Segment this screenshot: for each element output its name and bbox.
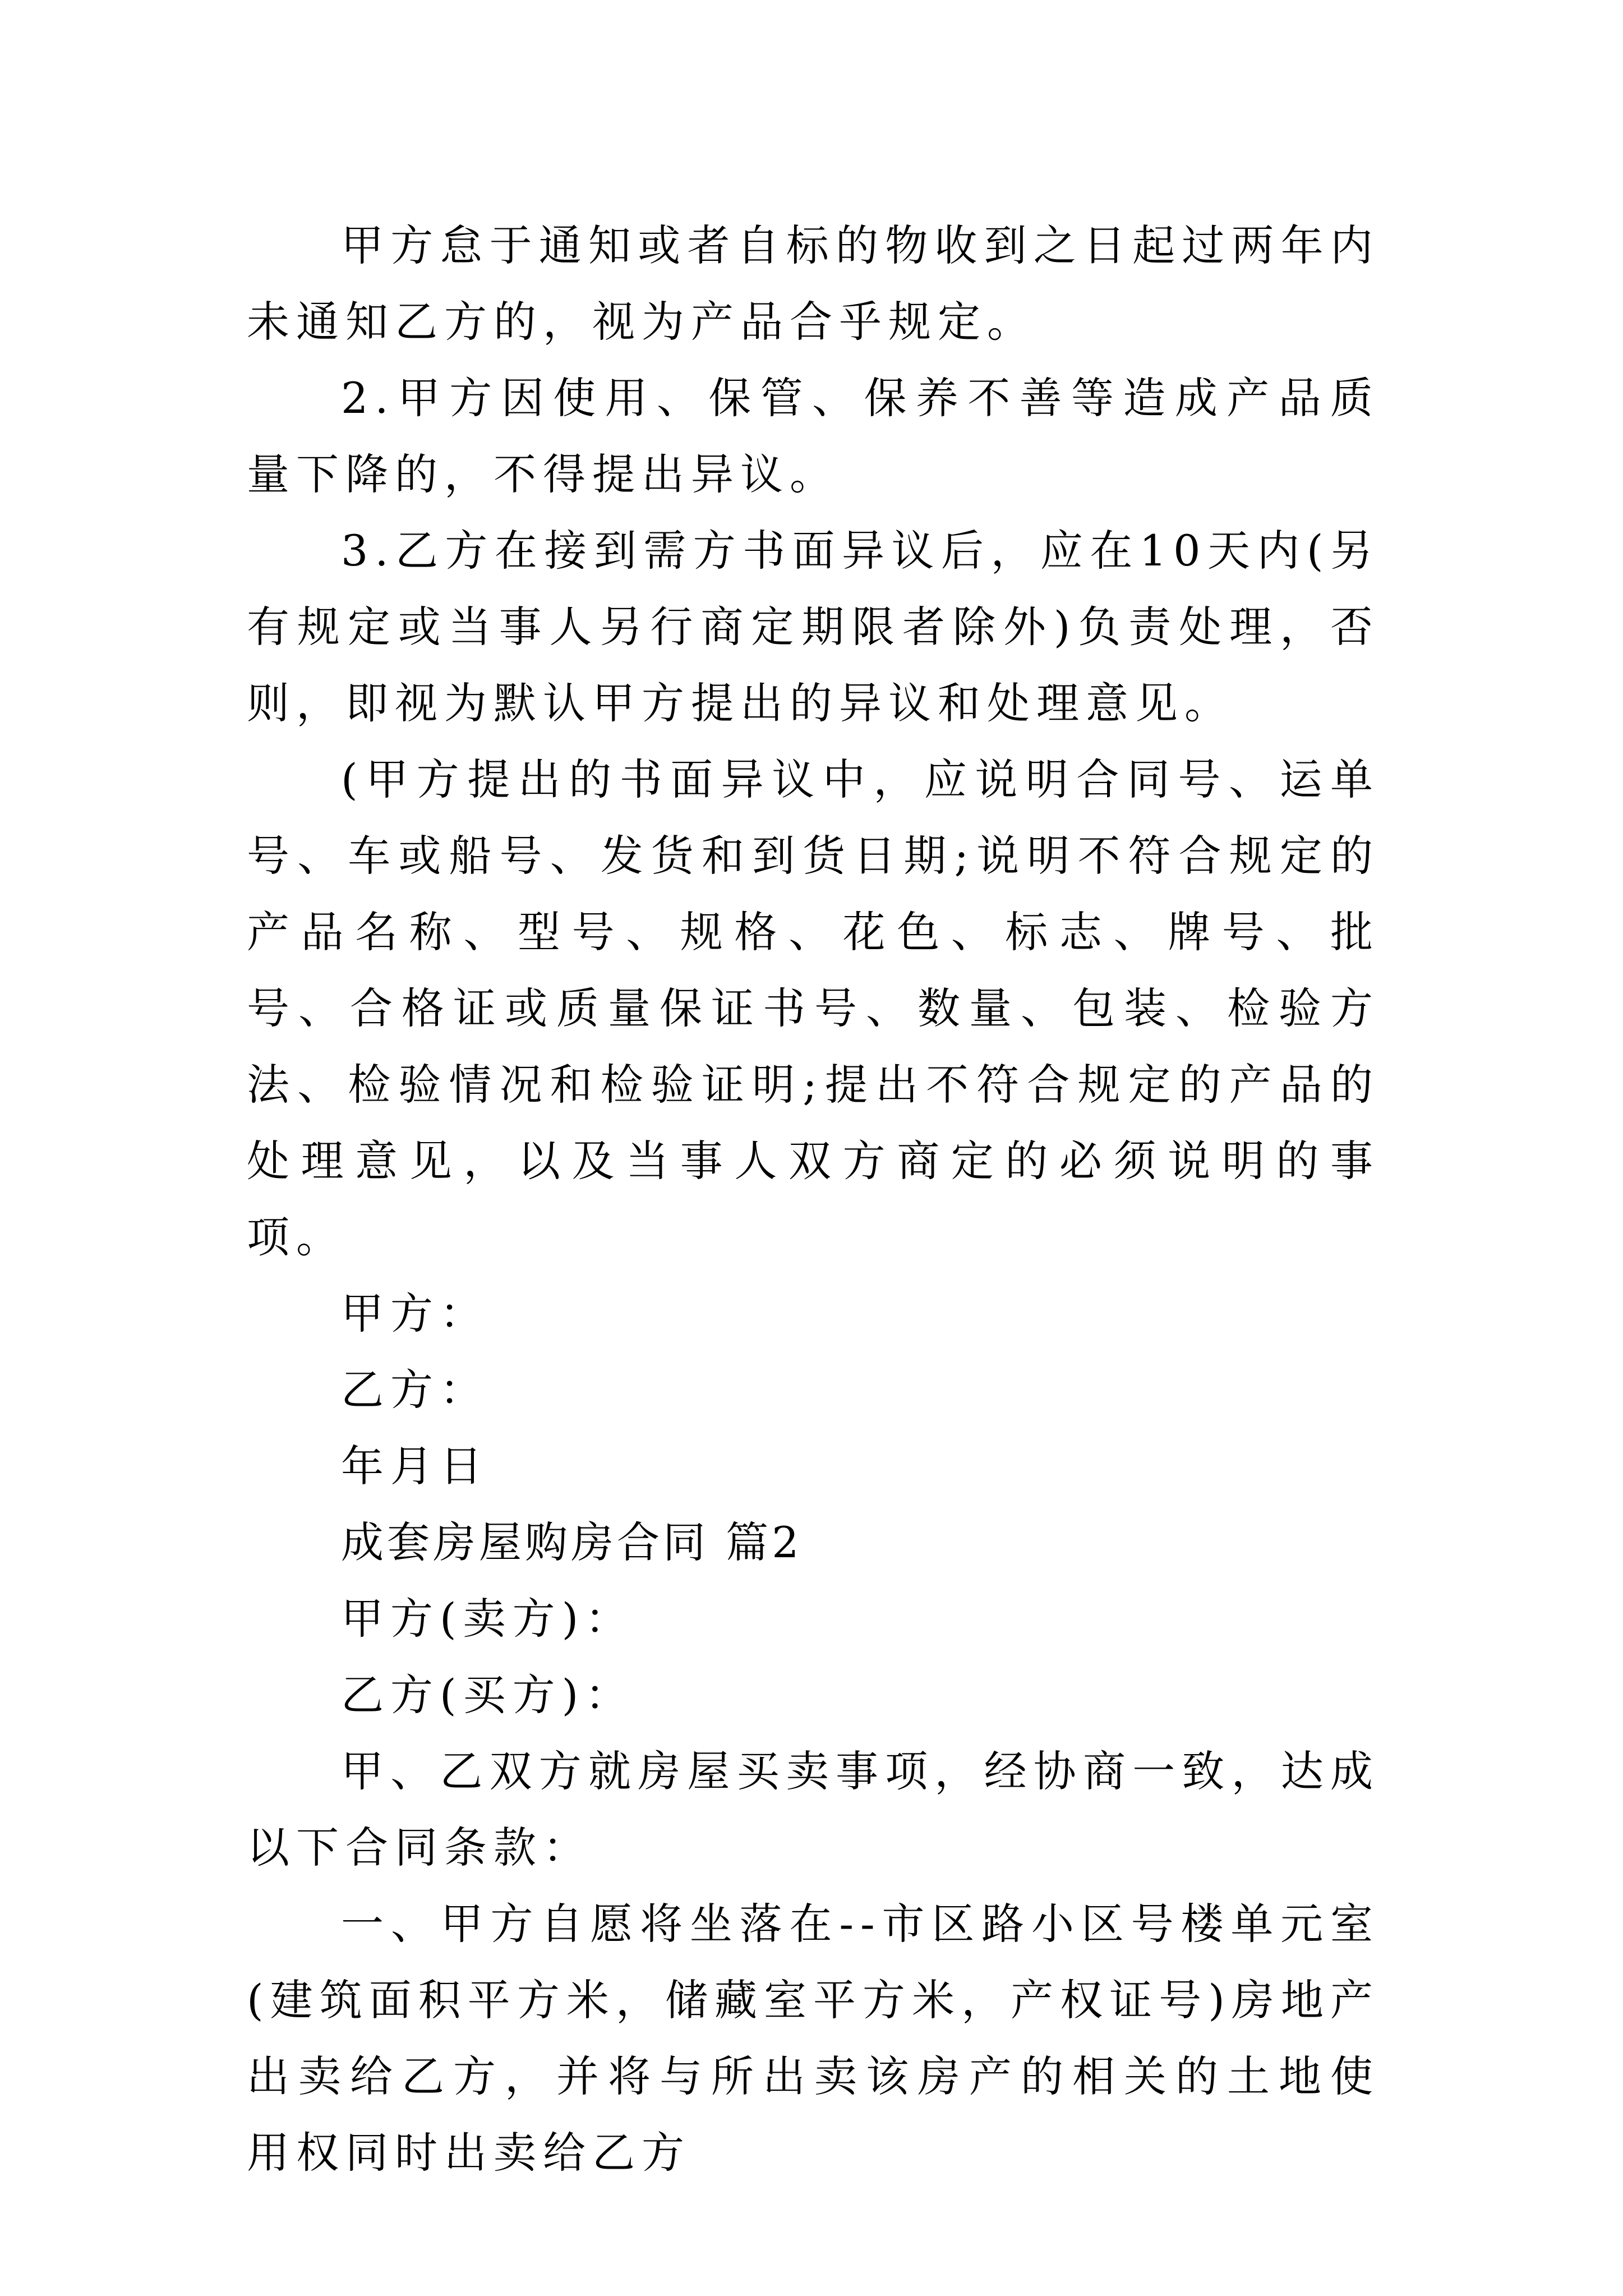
paragraph-objection-details: (甲方提出的书面异议中，应说明合同号、运单号、车或船号、发货和到货日期;说明不符合规定的产品名称、型号、规格、花色、标志、牌号、批号、合格证或质量保证书号、数量、包装、检验方法、检验情况和检验证明;提出不符合规定的产品的处理意见，以及当事人双方商定的必须说明的事项。: [247, 754, 1380, 1262]
paragraph-clause-2: 2.甲方因使用、保管、保养不善等造成产品质量下降的，不得提出异议。: [247, 373, 1380, 499]
seller-line: 甲方(卖方)：: [341, 1594, 635, 1644]
signature-date: 年月日: [341, 1441, 489, 1491]
paragraph-clause-3: 3.乙方在接到需方书面异议后，应在10天内(另有规定或当事人另行商定期限者除外)负责处理，否则，即视为默认甲方提出的异议和处理意见。: [247, 526, 1380, 728]
buyer-line: 乙方(买方)：: [341, 1670, 635, 1720]
paragraph-clause-one: 一、甲方自愿将坐落在--市区路小区号楼单元室(建筑面积平方米，储藏室平方米，产权证号)房地产出卖给乙方，并将与所出卖该房产的相关的土地使用权同时出卖给乙方: [247, 1899, 1380, 2178]
signature-party-b: 乙方：: [341, 1365, 489, 1415]
section-title: 成套房屋购房合同 篇2: [341, 1517, 803, 1567]
paragraph-notice-clause: 甲方怠于通知或者自标的物收到之日起过两年内未通知乙方的，视为产品合乎规定。: [247, 220, 1380, 347]
signature-party-a: 甲方：: [341, 1289, 489, 1338]
document-body: [247, 208, 1380, 2191]
paragraph-intro: 甲、乙双方就房屋买卖事项，经协商一致，达成以下合同条款：: [247, 1746, 1380, 1872]
